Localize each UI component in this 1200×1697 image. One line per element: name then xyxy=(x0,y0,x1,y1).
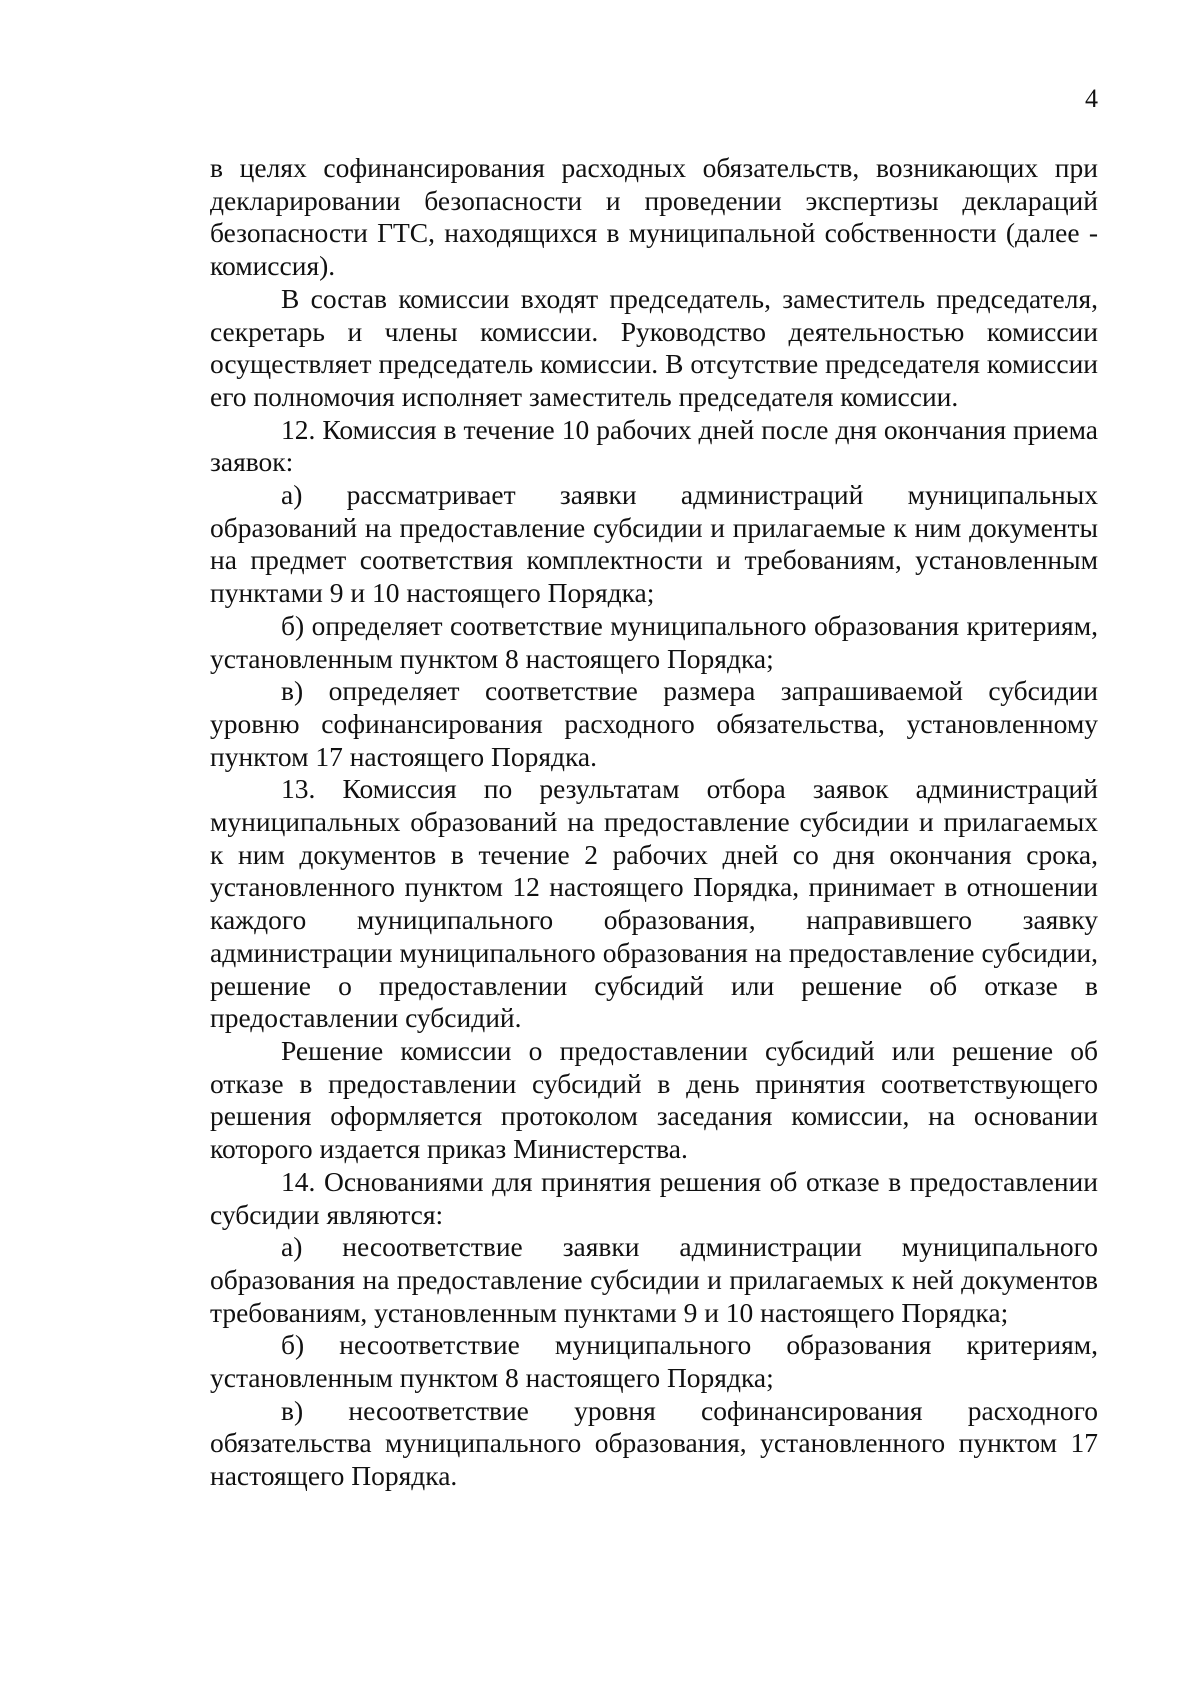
paragraph-commission-composition: В состав комиссии входят председатель, заместитель председателя, секретарь и члены комиссии. Руководство деятельностью комиссии осуществляет председатель комиссии. В отсутствие председателя комиссии его полномочия исполняет заместитель председателя комиссии. xyxy=(210,282,1098,412)
paragraph-item-14-v: в) несоответствие уровня софинансирования расходного обязательства муниципального образования, установленного пунктом 17 настоящего Порядка. xyxy=(210,1394,1098,1492)
paragraph-item-14-b: б) несоответствие муниципального образования критериям, установленным пунктом 8 настоящего Порядка; xyxy=(210,1329,1098,1394)
paragraph-item-12-b: б) определяет соответствие муниципального образования критериям, установленным пунктом 8 настоящего Порядка; xyxy=(210,609,1098,674)
paragraph-continuation: в целях софинансирования расходных обязательств, возникающих при декларировании безопасности и проведении экспертизы деклараций безопасности ГТС, находящихся в муниципальной собственности (далее - комиссия). xyxy=(210,152,1098,282)
paragraph-item-14-a: а) несоответствие заявки администрации муниципального образования на предоставление субсидии и прилагаемых к ней документов требованиям, установленным пунктами 9 и 10 настоящего Порядка; xyxy=(210,1231,1098,1328)
paragraph-commission-decision: Решение комиссии о предоставлении субсидий или решение об отказе в предоставлении субсидий в день принятия соответствующего решения оформляется протоколом заседания комиссии, на основании которого издается приказ Министерства. xyxy=(210,1034,1098,1165)
document-body xyxy=(210,152,1098,1493)
page-number: 4 xyxy=(1085,84,1098,113)
paragraph-item-12-v: в) определяет соответствие размера запрашиваемой субсидии уровню софинансирования расходного обязательства, установленному пунктом 17 настоящего Порядка. xyxy=(210,675,1098,772)
paragraph-item-12: 12. Комиссия в течение 10 рабочих дней после дня окончания приема заявок: xyxy=(210,413,1098,478)
paragraph-item-13: 13. Комиссия по результатам отбора заявок администраций муниципальных образований на предоставление субсидии и прилагаемых к ним документов в течение 2 рабочих дней со дня окончания срока, установленного пунктом 12 настоящего Порядка, принимает в отношении каждого муниципального образования, направившего заявку администрации муниципального образования на предоставление субсидии, решение о предоставлении субсидий или решение об отказе в предоставлении субсидий. xyxy=(210,773,1098,1034)
paragraph-item-12-a: а) рассматривает заявки администраций муниципальных образований на предоставление субсидии и прилагаемые к ним документы на предмет соответствия комплектности и требованиям, установленным пунктами 9 и 10 настоящего Порядка; xyxy=(210,479,1098,609)
paragraph-item-14: 14. Основаниями для принятия решения об отказе в предоставлении субсидии являются: xyxy=(210,1165,1098,1230)
